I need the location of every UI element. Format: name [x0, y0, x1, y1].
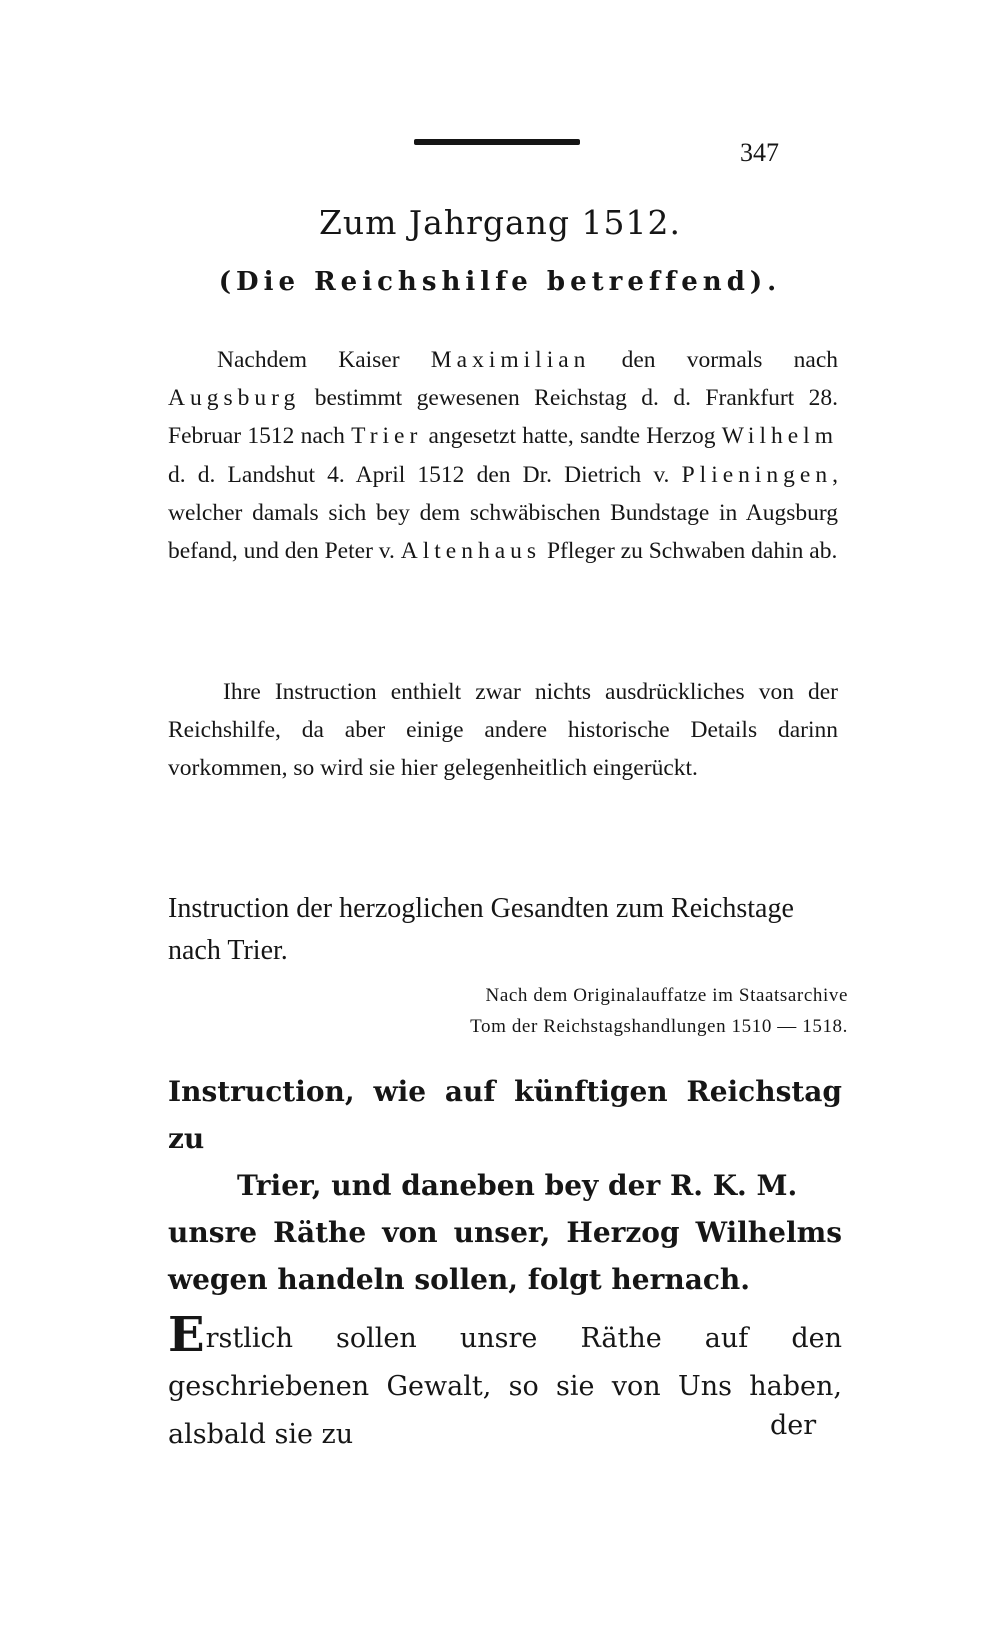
- text-run: Pfleger zu Schwaben dahin ab.: [541, 538, 838, 565]
- name-maximilian: Maximilian: [430, 347, 591, 373]
- fraktur-instruction-heading: [168, 1068, 842, 1303]
- intro-paragraph: [168, 341, 838, 570]
- instruction-title: Instruction der herzoglichen Gesandten zum Reichstage nach Trier.: [168, 893, 794, 966]
- name-altenhaus: Altenhaus: [400, 538, 542, 565]
- text-run: d. d. Landshut 4. April 1512 den Dr. Dietrich v.: [168, 461, 682, 488]
- topic-subheading: (Die Reichshilfe betreffend).: [218, 267, 782, 297]
- page-number: 347: [740, 138, 779, 167]
- source-note: [288, 980, 848, 1042]
- catchword: der: [770, 1410, 817, 1441]
- text-run: Nachdem Kaiser: [217, 347, 431, 373]
- second-paragraph: Ihre Instruction enthielt zwar nichts ausdrückliches von der Reichshilfe, da aber einige andere historische Details darinn vorkommen, so wird sie hier gelegenheitlich eingerückt.: [168, 679, 838, 782]
- name-plieningen: Plieningen: [681, 461, 833, 488]
- year-heading: Zum Jahrgang 1512.: [318, 203, 682, 242]
- fraktur-heading-rest: unsre Räthe von unser, Herzog Wilhelms wegen handeln sollen, folgt hernach.: [168, 1216, 842, 1296]
- source-line: Tom der Reichstagshandlungen 1510 — 1518.: [470, 1016, 848, 1037]
- text-run: den vormals nach: [590, 347, 838, 373]
- header-rule: [414, 139, 580, 145]
- name-trier: Trier: [351, 423, 423, 450]
- fraktur-heading-line: Trier, und daneben bey der R. K. M.: [237, 1169, 798, 1202]
- body-text: rstlich sollen unsre Räthe auf den geschriebenen Gewalt, so sie von Uns haben, alsbald sie zu: [168, 1323, 842, 1450]
- name-wilhelm: Wilhelm: [721, 423, 838, 450]
- text-run: angesetzt hatte, sandte Herzog: [422, 423, 722, 450]
- initial-letter: E: [168, 1307, 205, 1363]
- name-augsburg: Augsburg: [168, 385, 301, 412]
- fraktur-body-text: [168, 1307, 842, 1459]
- text-run: , welcher damals sich bey dem schwäbischen Bundstage in Augsburg befand, und den Peter v.: [168, 461, 838, 565]
- text-run: bestimmt gewesenen Reichstag d. d. Frankfurt 28. Februar 1512 nach: [168, 385, 838, 450]
- source-line: Nach dem Originalauffatze im Staatsarchive: [485, 985, 848, 1006]
- fraktur-heading-line: Instruction, wie auf künftigen Reichstag zu: [168, 1075, 842, 1155]
